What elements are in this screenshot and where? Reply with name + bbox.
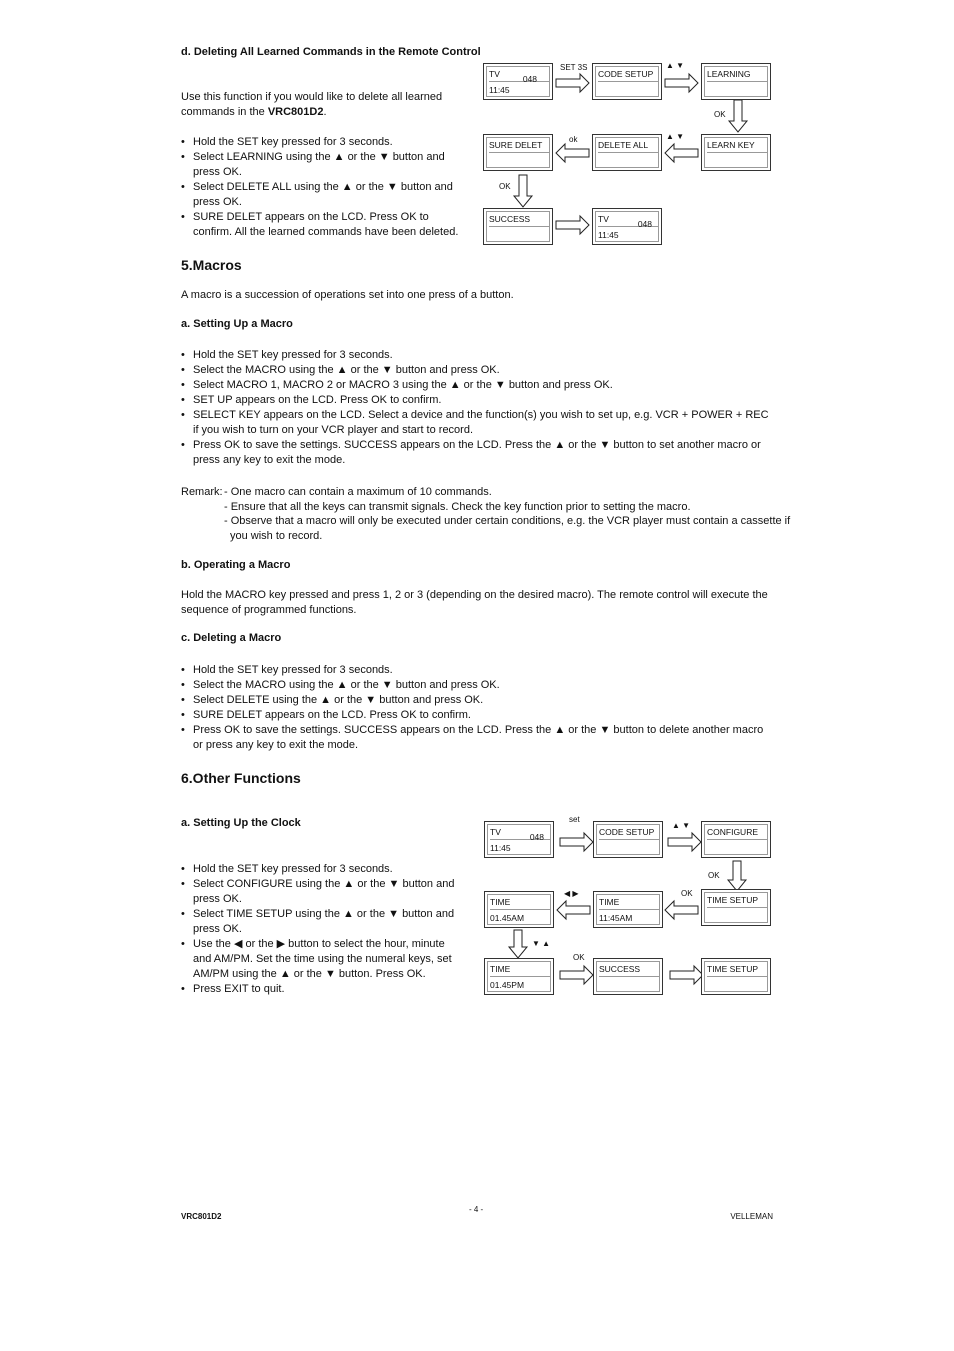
- label-up-down: ▲ ▼: [666, 61, 685, 70]
- section-6a-heading: a. Setting Up the Clock: [181, 817, 301, 829]
- label-set-3s: SET 3S: [560, 63, 588, 72]
- lcd-code: 048: [529, 832, 544, 842]
- section-d-steps: [181, 135, 466, 240]
- list-item: • Select the MACRO using the ▲ or the ▼ button and press OK.: [181, 363, 773, 378]
- arrow-down-icon: [514, 175, 532, 207]
- footer-model: VRC801D2: [181, 1212, 222, 1221]
- lcd-time-3: [484, 958, 554, 995]
- arrow-right-icon: [560, 833, 593, 851]
- footer-page-number: - 4 -: [469, 1205, 484, 1214]
- lcd-text: LEARNING: [707, 69, 767, 82]
- lcd-text: TV: [598, 214, 609, 224]
- lcd-time-setup-end: [701, 958, 771, 995]
- list-item: • Use the ◀ or the ▶ button to select the hour, minute and AM/PM. Set the time using the numeral keys, set AM/PM using the ▲ or the ▼ button. Press OK.: [181, 937, 466, 982]
- diagram-delete-all: [480, 55, 775, 250]
- remark-line: you wish to record.: [230, 530, 323, 542]
- lcd-code-setup: [593, 821, 663, 858]
- section-5-intro: A macro is a succession of operations set into one press of a button.: [181, 289, 514, 301]
- lcd-text: SUCCESS: [599, 964, 659, 977]
- lcd-time: 11:45: [490, 843, 511, 853]
- label-up-down: ▲ ▼: [672, 821, 691, 830]
- lcd-text: CODE SETUP: [599, 827, 659, 840]
- section-5a-heading: a. Setting Up a Macro: [181, 318, 293, 330]
- arrow-right-icon: [560, 966, 593, 984]
- lcd-success: [593, 958, 663, 995]
- list-item: • Hold the SET key pressed for 3 seconds.: [181, 348, 773, 363]
- remark-line: - One macro can contain a maximum of 10 commands.: [224, 486, 492, 498]
- list-item: • Select CONFIGURE using the ▲ or the ▼ button and press OK.: [181, 877, 466, 907]
- list-item: • Select DELETE ALL using the ▲ or the ▼ button and press OK.: [181, 180, 466, 210]
- section-5b-text: Hold the MACRO key pressed and press 1, 2 or 3 (depending on the desired macro). The remote control will execute the sequence of programmed functions.: [181, 589, 768, 616]
- diagram-clock-setup: [480, 812, 775, 1002]
- lcd-configure: [701, 821, 771, 858]
- section-5c-steps: [181, 663, 773, 753]
- arrow-right-icon: [665, 74, 698, 92]
- arrow-left-icon: [665, 901, 698, 919]
- section-6a-steps: [181, 862, 466, 997]
- section-6-heading: 6.Other Functions: [181, 770, 301, 786]
- label-left-right: ◀ ▶: [564, 889, 579, 898]
- arrow-right-icon: [556, 216, 589, 234]
- list-item: • Hold the SET key pressed for 3 seconds.: [181, 663, 773, 678]
- lcd-text: DELETE ALL: [598, 140, 658, 153]
- list-item: • SURE DELET appears on the LCD. Press OK to confirm. All the learned commands have been deleted.: [181, 210, 466, 240]
- arrow-down-icon: [728, 861, 746, 891]
- lcd-learn-key: [701, 134, 771, 171]
- list-item: • SET UP appears on the LCD. Press OK to confirm.: [181, 393, 773, 408]
- list-item: • Hold the SET key pressed for 3 seconds.: [181, 862, 466, 877]
- lcd-time: 11:45: [598, 230, 619, 240]
- list-item: • Press OK to save the settings. SUCCESS appears on the LCD. Press the ▲ or the ▼ button to delete another macro or press any key to exit the mode.: [181, 723, 773, 753]
- lcd-time-1: [593, 891, 663, 928]
- lcd-text: TIME: [599, 897, 659, 910]
- section-5c-heading: c. Deleting a Macro: [181, 632, 282, 644]
- lcd-learning: [701, 63, 771, 100]
- label-set: set: [569, 815, 580, 824]
- intro-text: Use this function if you would like to delete all learned commands in the: [181, 91, 443, 118]
- lcd-time-setup: [701, 889, 771, 926]
- arrow-down-icon: [509, 930, 527, 958]
- footer-brand: VELLEMAN: [730, 1212, 773, 1221]
- list-item: • SURE DELET appears on the LCD. Press OK to confirm.: [181, 708, 773, 723]
- lcd-code-setup: [592, 63, 662, 100]
- list-item: • Hold the SET key pressed for 3 seconds.: [181, 135, 466, 150]
- list-item: • Select DELETE using the ▲ or the ▼ button and press OK.: [181, 693, 773, 708]
- lcd-text: SUCCESS: [489, 214, 549, 227]
- model-name: VRC801D2: [267, 106, 324, 118]
- section-d-intro: [181, 90, 466, 120]
- list-item: • Select TIME SETUP using the ▲ or the ▼ button and press OK.: [181, 907, 466, 937]
- lcd-code: 048: [637, 219, 652, 229]
- remark-label: Remark:: [181, 486, 223, 498]
- arrow-down-icon: [729, 100, 747, 132]
- lcd-text: TV: [489, 69, 500, 79]
- arrow-right-icon: [670, 966, 703, 984]
- section-5-heading: 5.Macros: [181, 257, 242, 273]
- section-5b-heading: b. Operating a Macro: [181, 559, 291, 571]
- remark-line: - Observe that a macro will only be executed under certain conditions, e.g. the VCR player must contain a cassette if: [224, 515, 791, 527]
- section-d-heading: d. Deleting All Learned Commands in the Remote Control: [181, 46, 481, 58]
- list-item: • Select MACRO 1, MACRO 2 or MACRO 3 using the ▲ or the ▼ button and press OK.: [181, 378, 773, 393]
- arrow-right-icon: [556, 74, 589, 92]
- label-ok: OK: [499, 182, 511, 191]
- lcd-text: CODE SETUP: [598, 69, 658, 82]
- lcd-text: TV: [490, 827, 501, 837]
- label-ok: OK: [573, 953, 585, 962]
- lcd-time: 11:45: [489, 85, 510, 95]
- lcd-sure-delet: [483, 134, 553, 171]
- lcd-delete-all: [592, 134, 662, 171]
- arrow-left-icon: [556, 144, 589, 162]
- section-5a-steps: [181, 348, 773, 468]
- label-ok: OK: [714, 110, 726, 119]
- lcd-tv-return: [592, 208, 662, 245]
- arrow-left-icon: [665, 144, 698, 162]
- lcd-text: TIME: [490, 897, 550, 910]
- list-item: • SELECT KEY appears on the LCD. Select a device and the function(s) you wish to set up, e.g. VCR + POWER + REC if you wish to turn on your VCR player and start to record.: [181, 408, 773, 438]
- list-item: • Press OK to save the settings. SUCCESS appears on the LCD. Press the ▲ or the ▼ button to set another macro or press any key to exit the mode.: [181, 438, 773, 468]
- label-ok: OK: [681, 889, 693, 898]
- lcd-text: TIME SETUP: [707, 895, 767, 908]
- remark-line: - Ensure that all the keys can transmit signals. Check the key function prior to setting the macro.: [224, 501, 691, 513]
- lcd-text: TIME: [490, 964, 550, 977]
- lcd-time-value: 01.45PM: [490, 980, 525, 990]
- lcd-success: [483, 208, 553, 245]
- label-up-down: ▲ ▼: [666, 132, 685, 141]
- lcd-time-value: 11:45AM: [599, 913, 633, 923]
- lcd-text: LEARN KEY: [707, 140, 767, 153]
- lcd-text: TIME SETUP: [707, 964, 767, 977]
- lcd-tv: [483, 63, 553, 100]
- lcd-time-value: 01.45AM: [490, 913, 525, 923]
- list-item: • Select the MACRO using the ▲ or the ▼ button and press OK.: [181, 678, 773, 693]
- list-item: • Press EXIT to quit.: [181, 982, 466, 997]
- lcd-code: 048: [522, 74, 537, 84]
- intro-end: .: [323, 106, 327, 118]
- lcd-time-2: [484, 891, 554, 928]
- list-item: • Select LEARNING using the ▲ or the ▼ button and press OK.: [181, 150, 466, 180]
- lcd-text: CONFIGURE: [707, 827, 767, 840]
- lcd-tv: [484, 821, 554, 858]
- label-ok: OK: [708, 871, 720, 880]
- label-down-up: ▼ ▲: [532, 939, 551, 948]
- lcd-text: SURE DELET: [489, 140, 549, 153]
- arrow-left-icon: [557, 901, 590, 919]
- label-ok-lower: ok: [569, 135, 578, 144]
- arrow-right-icon: [668, 833, 701, 851]
